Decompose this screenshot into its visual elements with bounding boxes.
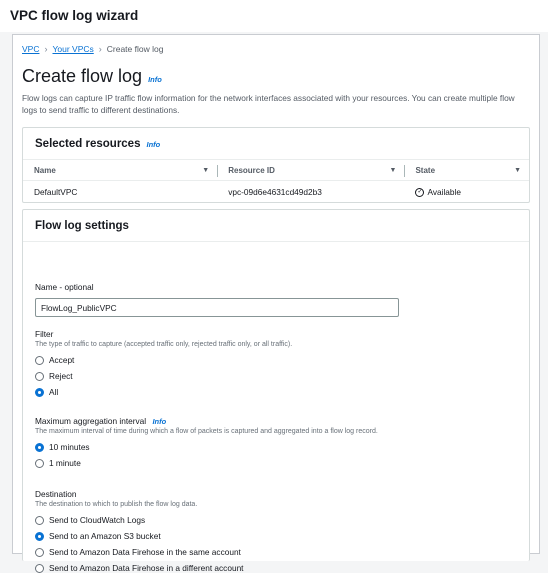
- chevron-right-icon: ›: [44, 44, 48, 54]
- selected-resources-title: Selected resources: [35, 138, 141, 150]
- interval-description: The maximum interval of time during which a flow of packets is captured and aggregated into a flow log record.: [35, 428, 378, 435]
- breadcrumb: [22, 44, 163, 54]
- column-header-resource-id[interactable]: [217, 161, 404, 180]
- destination-label: Destination: [35, 489, 77, 499]
- radio-label: Send to Amazon Data Firehose in a different account: [49, 563, 244, 573]
- destination-option-firehose-same[interactable]: [35, 547, 241, 557]
- cell-name: DefaultVPC: [34, 187, 78, 197]
- name-input[interactable]: [35, 298, 399, 317]
- flow-log-settings-title: Flow log settings: [35, 220, 129, 232]
- breadcrumb-current: Create flow log: [106, 44, 164, 54]
- radio-label: Send to CloudWatch Logs: [49, 515, 146, 525]
- filter-option-reject[interactable]: [35, 371, 73, 381]
- radio-label: All: [49, 387, 59, 397]
- filter-option-all[interactable]: [35, 387, 58, 397]
- selected-resources-info-link[interactable]: Info: [146, 140, 161, 149]
- wizard-header: [0, 0, 548, 32]
- filter-option-accept[interactable]: [35, 355, 74, 365]
- radio-button[interactable]: [35, 356, 44, 365]
- column-header-state[interactable]: [404, 161, 529, 180]
- destination-option-cloudwatch[interactable]: [35, 515, 145, 525]
- interval-option-1-minute[interactable]: [35, 458, 81, 468]
- selected-resources-panel: [22, 127, 530, 203]
- flow-log-settings-panel: [22, 209, 530, 573]
- console-frame: [12, 34, 540, 573]
- check-circle-icon: ✓: [417, 188, 423, 195]
- resources-table-header: [23, 161, 529, 181]
- sort-down-icon: ▼: [202, 167, 210, 174]
- destination-option-s3[interactable]: [35, 531, 161, 541]
- selected-resources-header: [23, 128, 529, 160]
- column-label-resource-id: Resource ID: [228, 166, 275, 175]
- destination-option-firehose-different[interactable]: [35, 563, 243, 573]
- wizard-title: VPC flow log wizard: [10, 8, 139, 23]
- radio-button[interactable]: [35, 459, 44, 468]
- interval-option-10-minutes[interactable]: [35, 442, 90, 452]
- radio-button-selected[interactable]: [35, 532, 44, 541]
- filter-description: The type of traffic to capture (accepted traffic only, rejected traffic only, or all traffic).: [35, 341, 293, 348]
- page-title-row: [22, 66, 162, 87]
- radio-label: Reject: [49, 371, 73, 381]
- page-title: Create flow log: [22, 66, 143, 86]
- filter-label: Filter: [35, 329, 54, 339]
- state-label: Available: [427, 187, 461, 197]
- radio-button-selected[interactable]: [35, 443, 44, 452]
- radio-button-selected[interactable]: [35, 388, 44, 397]
- chevron-right-icon: ›: [98, 44, 102, 54]
- sort-down-icon: ▼: [389, 167, 397, 174]
- breadcrumb-link-your-vpcs[interactable]: Your VPCs: [52, 44, 94, 54]
- radio-button[interactable]: [35, 372, 44, 381]
- column-label-name: Name: [34, 166, 56, 175]
- column-header-name[interactable]: [23, 161, 217, 180]
- name-field-label: Name - optional: [35, 282, 94, 292]
- radio-label: 1 minute: [49, 458, 81, 468]
- radio-label: Send to Amazon Data Firehose in the same account: [49, 547, 241, 557]
- page-info-link[interactable]: Info: [148, 75, 162, 84]
- radio-button[interactable]: [35, 516, 44, 525]
- sort-down-icon: ▼: [514, 167, 521, 174]
- table-row: [23, 182, 529, 202]
- destination-description: The destination to which to publish the flow log data.: [35, 501, 198, 508]
- radio-label: Accept: [49, 355, 75, 365]
- radio-label: Send to an Amazon S3 bucket: [49, 531, 161, 541]
- cell-resource-id: vpc-09d6e4631cd49d2b3: [228, 187, 322, 197]
- cell-state: [404, 182, 529, 202]
- radio-label: 10 minutes: [49, 442, 90, 452]
- column-label-state: State: [415, 166, 436, 175]
- interval-info-link[interactable]: Info: [152, 417, 167, 426]
- page-description: Flow logs can capture IP traffic flow information for the network interfaces associated with your resources. You can create multiple flow logs to send traffic to different destinations.: [22, 93, 515, 116]
- flow-log-settings-header: [23, 210, 529, 242]
- radio-button[interactable]: [35, 548, 44, 557]
- breadcrumb-link-vpc[interactable]: VPC: [22, 44, 40, 54]
- interval-label: [35, 416, 166, 426]
- radio-button[interactable]: [35, 564, 44, 573]
- interval-label-text: Maximum aggregation interval: [35, 416, 147, 426]
